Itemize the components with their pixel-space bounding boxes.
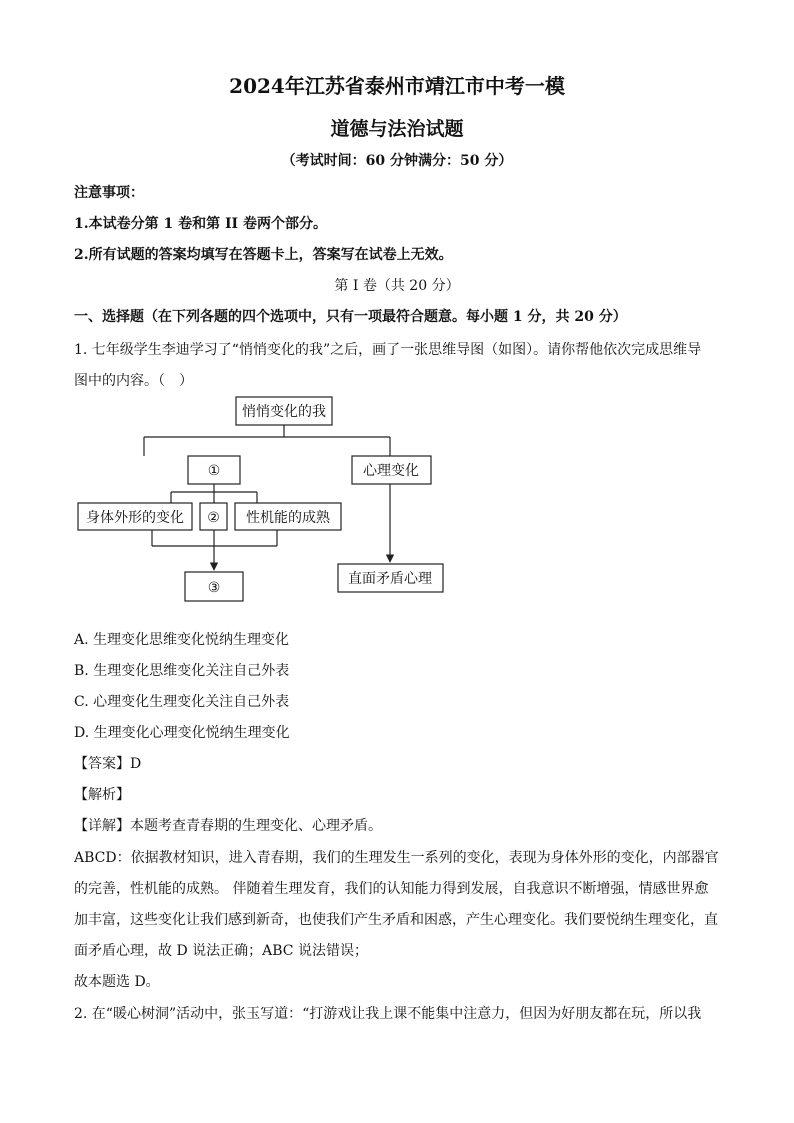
part-heading: 一、选择题（在下列各题的四个选项中，只有一项最符合题意。每小题 1 分，共 20 分） <box>74 309 627 325</box>
notice-heading: 注意事项： <box>74 185 144 201</box>
answer-value: D <box>130 756 142 772</box>
notice-item-2: 2.所有试题的答案均填写在答题卡上，答案写在试卷上无效。 <box>74 247 453 263</box>
node-root-text: 悄悄变化的我 <box>242 404 326 420</box>
exam-subtitle: 道德与法治试题 <box>330 118 464 140</box>
node-3-text: ③ <box>207 580 221 596</box>
detail-label: 【详解】 <box>74 818 130 834</box>
node-face-text: 直面矛盾心理 <box>348 571 432 587</box>
node-2-text: ② <box>207 510 220 526</box>
q1-option-b: B. 生理变化思维变化关注自己外表 <box>74 663 290 679</box>
q1-stem-line2: 图中的内容。（ ） <box>74 373 193 389</box>
q1-option-d: D. 生理变化心理变化悦纳生理变化 <box>74 725 290 741</box>
notice-item-1: 1.本试卷分第 1 卷和第 II 卷两个部分。 <box>74 216 327 232</box>
mind-map-diagram <box>70 390 460 610</box>
explain-line-3: 加丰富，这些变化让我们感到新奇，也使我们产生矛盾和困惑，产生心理变化。我们要悦纳生理变化，直 <box>74 912 718 928</box>
q1-detail <box>74 815 382 835</box>
q1-stem-line1: 1. 七年级学生李迪学习了“悄悄变化的我”之后，画了一张思维导图（如图）。请你帮他依次完成思维导 <box>74 342 702 358</box>
node-sex-text: 性机能的成熟 <box>246 510 330 526</box>
q1-option-a: A. 生理变化思维变化悦纳生理变化 <box>74 632 290 648</box>
explain-line-1: ABCD：依据教材知识，进入青春期，我们的生理发生一系列的变化，表现为身体外形的变化，内部器官 <box>74 850 719 866</box>
exam-title: 2024年江苏省泰州市靖江市中考一模 <box>229 74 565 98</box>
node-1-text: ① <box>207 463 221 479</box>
node-mind-text: 心理变化 <box>363 463 419 479</box>
q1-answer <box>74 753 141 773</box>
conclusion: 故本题选 D。 <box>74 974 160 990</box>
node-body-text: 身体外形的变化 <box>86 510 184 526</box>
exam-info: （考试时间：60 分钟满分：50 分） <box>281 153 513 169</box>
answer-label: 【答案】 <box>74 756 130 772</box>
q2-stem-line1: 2. 在“暖心树洞”活动中，张玉写道：“打游戏让我上课不能集中注意力，但因为好朋友都在玩，所以我 <box>74 1006 702 1022</box>
detail-text: 本题考查青春期的生理变化、心理矛盾。 <box>130 818 382 834</box>
explain-line-4: 面矛盾心理，故 D 说法正确；ABC 说法错误； <box>74 943 368 959</box>
analysis-label: 【解析】 <box>74 787 130 803</box>
q1-option-c: C. 心理变化生理变化关注自己外表 <box>74 694 290 710</box>
explain-line-2: 的完善，性机能的成熟。 伴随着生理发育，我们的认知能力得到发展，自我意识不断增强，情感世界愈 <box>74 881 709 897</box>
volume-heading: 第 I 卷（共 20 分） <box>334 278 460 294</box>
